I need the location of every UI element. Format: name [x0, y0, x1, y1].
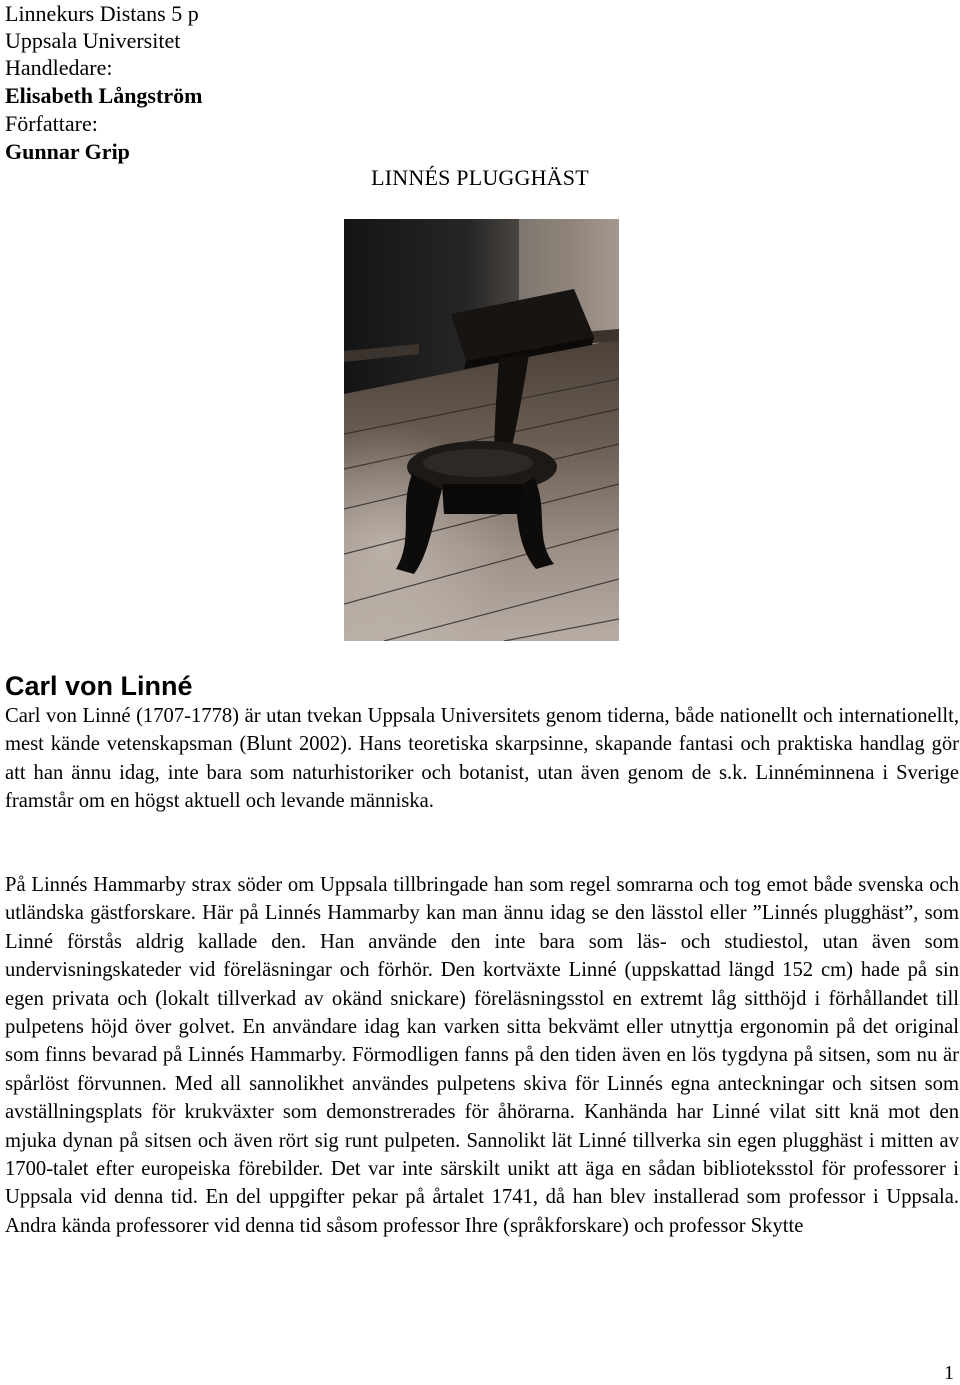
course-name: Linnekurs Distans 5 p	[5, 1, 199, 26]
supervisor-name: Elisabeth Långström	[5, 83, 203, 108]
paragraph: Carl von Linné (1707-1778) är utan tvekan Uppsala Universitets genom tiderna, både nationellt och internationellt, mest kände vetenskapsman (Blunt 2002). Hans teoretiska skarpsinne, skapande fantasi och praktiska handlag gör att han ännu idag, inte bara som naturhistoriker och botanist, utan även genom de s.k. Linnéminnena i Sverige framstår om en högst aktuell och levande människa.	[5, 705, 959, 813]
lectern-photo	[344, 219, 619, 641]
document-title: LINNÉS PLUGGHÄST	[371, 165, 589, 190]
supervisor-label: Handledare:	[5, 55, 113, 80]
university-name: Uppsala Universitet	[5, 28, 181, 53]
section-heading: Carl von Linné	[5, 671, 193, 701]
page-number: 1	[944, 1362, 954, 1384]
author-label: Författare:	[5, 111, 98, 136]
author-name: Gunnar Grip	[5, 139, 130, 164]
paragraph: På Linnés Hammarby strax söder om Uppsala tillbringade han som regel somrarna och tog emot både svenska och utländska gästforskare. Här på Linnés Hammarby kan man ännu idag se den lässtol eller ”Linnés plugghäst”, som Linné förstås aldrig kallade den. Han använde den inte bara som läs- och studiestol, utan även som undervisningskateder vid föreläsningar och förhör. Den kortväxte Linné (uppskattad längd 152 cm) hade på sin egen privata och (lokalt tillverkad av okänd snickare) föreläsningsstol en extremt låg sitthöjd i förhållandet till pulpetens höjd över golvet. En användare idag kan varken sitta bekvämt eller utnyttja ergonomin på det original som finns bevarad på Linnés Hammarby. Förmodligen fanns på den tiden även en lös tygdyna på sitsen, som nu är spårlöst förvunnen. Med all sannolikhet användes pulpetens skiva för Linnés egna anteckningar och sitsen som avställningsplats för krukväxter som demonstrerades för åhörarna. Kanhända har Linné vilat sitt knä mot den mjuka dynan på sitsen och även rört sig runt pulpeten. Sannolikt lät Linné tillverka sin egen plugghäst i mitten av 1700-talet efter europeiska förebilder. Det var inte särskilt unikt att äga en sådan biblioteksstol för professorer i Uppsala vid denna tid. En del uppgifter pekar på årtalet 1741, då han blev installerad som professor i Uppsala. Andra kända professorer vid denna tid såsom professor Ihre (språkforskare) och professor Skytte	[5, 874, 959, 1237]
